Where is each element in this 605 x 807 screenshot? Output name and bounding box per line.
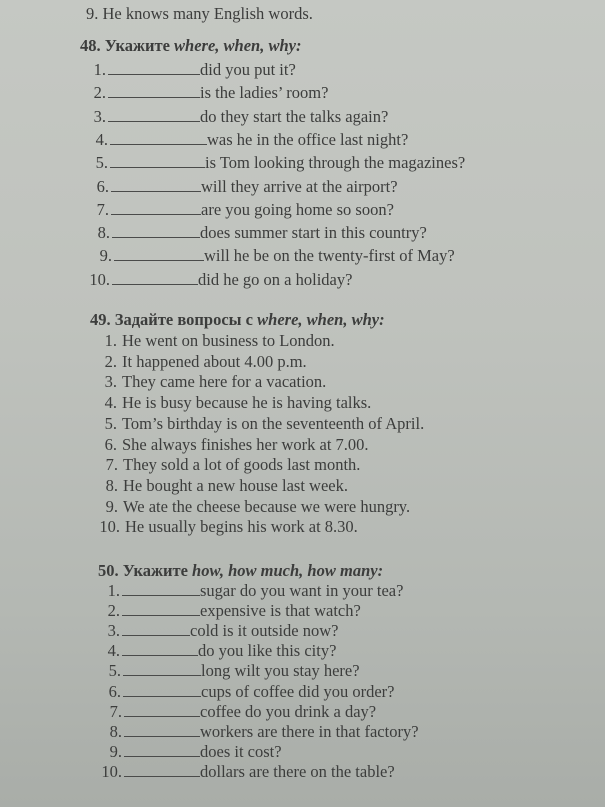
list-item <box>84 246 455 266</box>
answer-blank <box>111 177 201 192</box>
item-number: 9. <box>109 742 122 761</box>
list-item <box>81 200 394 220</box>
item-text: cold is it outside now? <box>190 621 339 640</box>
item-text: expensive is that watch? <box>200 601 361 620</box>
item-text: It happened about 4.00 p.m. <box>122 352 307 371</box>
item-text: sugar do you want in your tea? <box>200 581 404 600</box>
item-text: does summer start in this country? <box>200 223 427 242</box>
item-number: 2. <box>104 352 117 371</box>
item-number: 3. <box>104 372 117 391</box>
item-text: was he in the office last night? <box>207 130 409 149</box>
item-number: 10. <box>101 762 122 781</box>
list-item <box>92 581 403 601</box>
list-item <box>80 130 408 150</box>
item-number: 3. <box>107 621 120 640</box>
exercise-number: 49. <box>90 310 111 329</box>
list-item <box>93 682 395 702</box>
list-item <box>90 455 360 475</box>
exercise-title: Задайте вопросы с <box>114 310 254 329</box>
item-number: 6. <box>96 177 109 196</box>
answer-blank <box>124 762 200 777</box>
answer-blank <box>112 270 198 285</box>
item-number: 4. <box>107 641 120 660</box>
exercise-words: where, when, why: <box>257 310 385 329</box>
item-text: They came here for a vacation. <box>122 372 327 391</box>
answer-blank <box>122 601 200 616</box>
item-number: 9. <box>105 497 118 516</box>
exercise-number: 50. <box>98 561 119 580</box>
exercise-words: where, when, why: <box>174 36 302 55</box>
item-text: did he go on a holiday? <box>198 270 353 289</box>
list-item <box>89 331 335 351</box>
answer-blank <box>122 621 190 636</box>
item-number: 7. <box>96 200 109 219</box>
item-number: 4. <box>95 130 108 149</box>
exercise-number: 48. <box>80 36 101 55</box>
item-text: are you going home so soon? <box>201 200 394 219</box>
exercise-50-heading <box>98 561 383 581</box>
item-text: will they arrive at the airport? <box>201 177 398 196</box>
item-text: dollars are there on the table? <box>200 762 395 781</box>
item-number: 1. <box>107 581 120 600</box>
item-number: 7. <box>109 702 122 721</box>
answer-blank <box>124 722 200 737</box>
list-item <box>89 372 326 392</box>
list-item <box>89 414 424 434</box>
item-number: 6. <box>104 435 117 454</box>
item-text: He bought a new house last week. <box>123 476 348 495</box>
list-item <box>94 762 395 782</box>
item-number: 9. <box>99 246 112 265</box>
list-item <box>90 497 410 517</box>
list-item <box>92 641 336 661</box>
item-number: 8. <box>105 476 118 495</box>
item-number: 8. <box>109 722 122 741</box>
answer-blank <box>110 153 205 168</box>
list-item <box>89 393 371 413</box>
exercise-title: Укажите <box>122 561 188 580</box>
list-item <box>80 153 465 173</box>
item-number: 5. <box>104 414 117 433</box>
list-item <box>82 270 352 290</box>
item-text: She always finishes her work at 7.00. <box>122 435 369 454</box>
answer-blank <box>112 223 200 238</box>
list-item <box>93 661 360 681</box>
item-text: He knows many English words. <box>102 4 313 23</box>
answer-blank <box>123 661 201 676</box>
list-item <box>92 621 338 641</box>
item-number: 5. <box>108 661 121 680</box>
list-item <box>78 83 328 103</box>
item-text: do you like this city? <box>198 641 337 660</box>
exercise-title: Укажите <box>104 36 170 55</box>
item-text: did you put it? <box>200 60 296 79</box>
answer-blank <box>124 702 200 717</box>
item-number: 1. <box>93 60 106 79</box>
item-number: 10. <box>89 270 110 289</box>
answer-blank <box>110 130 207 145</box>
list-item <box>90 476 348 496</box>
item-number: 6. <box>108 682 121 701</box>
item-text: He usually begins his work at 8.30. <box>125 517 358 536</box>
list-item <box>78 107 388 127</box>
list-item <box>89 352 307 372</box>
answer-blank <box>123 682 201 697</box>
item-text: cups of coffee did you order? <box>201 682 395 701</box>
list-item <box>94 722 419 742</box>
item-number: 8. <box>97 223 110 242</box>
answer-blank <box>124 742 200 757</box>
item-text: is the ladies’ room? <box>200 83 329 102</box>
item-text: We ate the cheese because we were hungry. <box>123 497 411 516</box>
item-number: 5. <box>95 153 108 172</box>
item-text: workers are there in that factory? <box>200 722 419 741</box>
list-item <box>94 702 376 722</box>
item-text: Tom’s birthday is on the seventeenth of April. <box>122 414 425 433</box>
item-number: 2. <box>107 601 120 620</box>
item-text: coffee do you drink a day? <box>200 702 377 721</box>
exercise-words: how, how much, how many: <box>192 561 384 580</box>
item-text: is Tom looking through the magazines? <box>205 153 466 172</box>
item-text: do they start the talks again? <box>200 107 389 126</box>
answer-blank <box>108 107 200 122</box>
answer-blank <box>108 83 200 98</box>
answer-blank <box>122 581 200 596</box>
list-item <box>94 742 282 762</box>
answer-blank <box>108 60 200 75</box>
answer-blank <box>111 200 201 215</box>
item-number: 3. <box>93 107 106 126</box>
answer-blank <box>114 246 204 261</box>
item-number: 4. <box>104 393 117 412</box>
list-item <box>86 4 313 24</box>
item-number: 2. <box>93 83 106 102</box>
list-item <box>89 435 369 455</box>
item-text: He is busy because he is having talks. <box>122 393 372 412</box>
list-item <box>82 223 427 243</box>
answer-blank <box>122 641 198 656</box>
list-item <box>81 177 398 197</box>
item-text: They sold a lot of goods last month. <box>123 455 361 474</box>
item-text: does it cost? <box>200 742 282 761</box>
item-number: 1. <box>104 331 117 350</box>
list-item <box>92 517 358 537</box>
item-text: will he be on the twenty-first of May? <box>204 246 455 265</box>
item-text: long wilt you stay here? <box>201 661 360 680</box>
item-number: 9. <box>86 4 99 23</box>
exercise-49-heading <box>90 310 385 330</box>
exercise-48-heading <box>80 36 301 56</box>
item-text: He went on business to London. <box>122 331 335 350</box>
list-item <box>78 60 296 80</box>
item-number: 7. <box>105 455 118 474</box>
list-item <box>92 601 361 621</box>
item-number: 10. <box>99 517 120 536</box>
